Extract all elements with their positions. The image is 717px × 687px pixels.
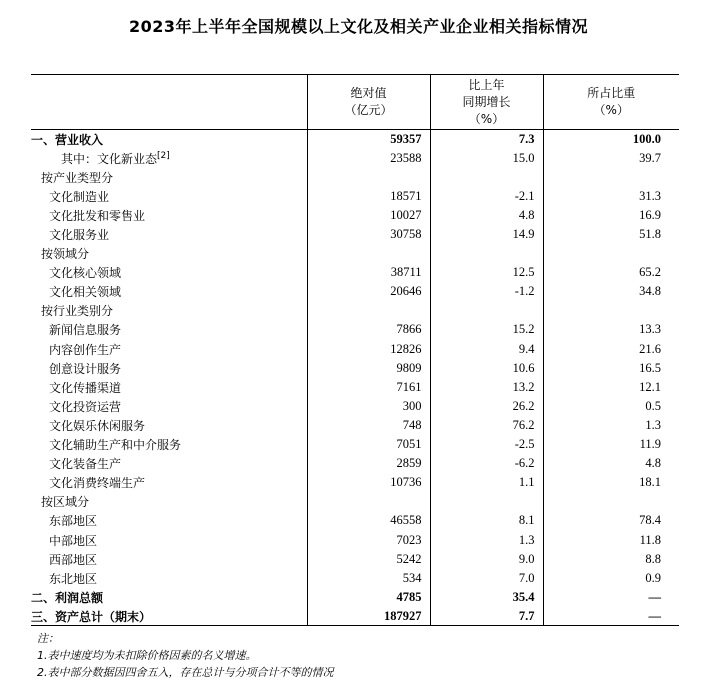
table-row: [31, 320, 679, 339]
table-row: [31, 225, 679, 244]
row-label-text: 文化辅助生产和中介服务: [49, 438, 182, 453]
header-share: [543, 75, 679, 130]
growth-cell: 4.8: [430, 206, 543, 225]
row-label: [31, 244, 307, 263]
row-label: [31, 149, 307, 168]
row-label-text: 文化相关领域: [49, 285, 122, 300]
header-share-line1: 所占比重: [587, 86, 636, 100]
growth-cell: -1.2: [430, 282, 543, 301]
share-cell: 0.5: [543, 397, 679, 416]
row-label-text: 内容创作生产: [49, 342, 122, 357]
row-label: [31, 492, 307, 511]
row-label: [31, 301, 307, 320]
absolute-value-cell: 7023: [307, 530, 430, 549]
row-label: [31, 187, 307, 206]
growth-cell: 13.2: [430, 378, 543, 397]
table-row: [31, 378, 679, 397]
table-row: [31, 416, 679, 435]
share-cell: 1.3: [543, 416, 679, 435]
growth-cell: 14.9: [430, 225, 543, 244]
growth-cell: -2.5: [430, 435, 543, 454]
table-row: [31, 454, 679, 473]
footnote-1: 1.表中速度均为未扣除价格因素的名义增速。: [37, 649, 257, 662]
absolute-value-cell: 187927: [307, 607, 430, 626]
share-cell: 78.4: [543, 511, 679, 530]
share-cell: 11.8: [543, 530, 679, 549]
absolute-value-cell: 59357: [307, 130, 430, 149]
table-row: [31, 187, 679, 206]
growth-cell: 7.3: [430, 130, 543, 149]
share-cell: 16.9: [543, 206, 679, 225]
table-row: [31, 550, 679, 569]
share-cell: 51.8: [543, 225, 679, 244]
row-label-text: 一、营业收入: [31, 132, 104, 147]
row-label: [31, 569, 307, 588]
absolute-value-cell: 10027: [307, 206, 430, 225]
row-label-text: 按行业类别分: [41, 304, 114, 319]
share-cell: 39.7: [543, 149, 679, 168]
table-row: [31, 301, 679, 320]
row-label-text: 文化消费终端生产: [49, 476, 146, 491]
growth-cell: 8.1: [430, 511, 543, 530]
table-row: [31, 359, 679, 378]
row-label-text: 按领域分: [41, 247, 90, 262]
absolute-value-cell: 30758: [307, 225, 430, 244]
header-indicator: [31, 75, 307, 130]
row-label-text: 文化传播渠道: [49, 380, 122, 395]
row-label: [31, 282, 307, 301]
row-label-text: 文化投资运营: [49, 399, 122, 414]
growth-cell: 15.2: [430, 320, 543, 339]
row-label-text: 文化服务业: [49, 228, 110, 243]
row-label: [31, 550, 307, 569]
row-label: [31, 168, 307, 187]
row-label-text: 二、利润总额: [31, 590, 104, 605]
table-row: [31, 397, 679, 416]
header-growth-line2: 同期增长: [462, 94, 511, 109]
absolute-value-cell: 7161: [307, 378, 430, 397]
header-absolute-value: [307, 75, 430, 130]
growth-cell: 10.6: [430, 359, 543, 378]
table-row: [31, 492, 679, 511]
share-cell: [543, 168, 679, 187]
table-row: [31, 282, 679, 301]
table-row: [31, 130, 679, 149]
growth-cell: [430, 492, 543, 511]
growth-cell: 35.4: [430, 588, 543, 607]
row-label-text: 创意设计服务: [49, 361, 122, 376]
growth-cell: 26.2: [430, 397, 543, 416]
row-label-text: 三、资产总计（期末）: [31, 609, 152, 624]
row-label: [31, 130, 307, 149]
footnote-ref: [2]: [157, 150, 170, 161]
share-cell: 11.9: [543, 435, 679, 454]
table-row: [31, 340, 679, 359]
table-header: [31, 75, 679, 130]
header-growth-line1: 比上年: [468, 77, 505, 92]
row-label: [31, 378, 307, 397]
absolute-value-cell: 748: [307, 416, 430, 435]
growth-cell: -2.1: [430, 187, 543, 206]
absolute-value-cell: 534: [307, 569, 430, 588]
header-growth: [430, 75, 543, 130]
growth-cell: 76.2: [430, 416, 543, 435]
row-label-text: 中部地区: [49, 533, 98, 548]
row-label: [31, 607, 307, 626]
absolute-value-cell: 46558: [307, 511, 430, 530]
growth-cell: 9.0: [430, 550, 543, 569]
absolute-value-cell: 12826: [307, 340, 430, 359]
growth-cell: 9.4: [430, 340, 543, 359]
share-cell: —: [543, 607, 679, 626]
share-cell: [543, 244, 679, 263]
row-label: [31, 320, 307, 339]
share-cell: 21.6: [543, 340, 679, 359]
growth-cell: -6.2: [430, 454, 543, 473]
row-label-text: 按区域分: [41, 495, 90, 510]
table-row: [31, 263, 679, 282]
table-body: [31, 130, 679, 626]
absolute-value-cell: 20646: [307, 282, 430, 301]
growth-cell: [430, 244, 543, 263]
growth-cell: 1.1: [430, 473, 543, 492]
row-label-text: 新闻信息服务: [49, 323, 122, 338]
absolute-value-cell: 10736: [307, 473, 430, 492]
row-label-text: 文化娱乐休闲服务: [49, 418, 146, 433]
absolute-value-cell: 5242: [307, 550, 430, 569]
table-row: [31, 569, 679, 588]
share-cell: 8.8: [543, 550, 679, 569]
table-row: [31, 511, 679, 530]
absolute-value-cell: 300: [307, 397, 430, 416]
header-share-line2: （%）: [593, 103, 629, 117]
share-cell: 12.1: [543, 378, 679, 397]
table-title: 2023年上半年全国规模以上文化及相关产业企业相关指标情况: [128, 17, 589, 36]
table-row: [31, 435, 679, 454]
row-label: [31, 473, 307, 492]
table-row: [31, 607, 679, 626]
row-label-text: 按产业类型分: [41, 170, 114, 185]
growth-cell: 15.0: [430, 149, 543, 168]
share-cell: 65.2: [543, 263, 679, 282]
table-row: [31, 530, 679, 549]
row-label: [31, 588, 307, 607]
share-cell: 100.0: [543, 130, 679, 149]
row-label-text: 文化核心领域: [49, 266, 122, 281]
absolute-value-cell: [307, 244, 430, 263]
row-label-text: 文化制造业: [49, 189, 110, 204]
header-absolute-value-line2: （亿元）: [344, 103, 393, 117]
share-cell: 31.3: [543, 187, 679, 206]
row-label-text: 西部地区: [49, 552, 98, 567]
absolute-value-cell: [307, 492, 430, 511]
share-cell: [543, 301, 679, 320]
share-cell: 4.8: [543, 454, 679, 473]
share-cell: 34.8: [543, 282, 679, 301]
row-label-text: 文化批发和零售业: [49, 208, 146, 223]
absolute-value-cell: 2859: [307, 454, 430, 473]
share-cell: [543, 492, 679, 511]
share-cell: 0.9: [543, 569, 679, 588]
header-growth-line3: （%）: [468, 111, 505, 126]
footnote-2: 2.表中部分数据因四舍五入，存在总计与分项合计不等的情况: [37, 666, 334, 679]
growth-cell: 7.0: [430, 569, 543, 588]
growth-cell: 7.7: [430, 607, 543, 626]
share-cell: 16.5: [543, 359, 679, 378]
absolute-value-cell: 9809: [307, 359, 430, 378]
growth-cell: [430, 301, 543, 320]
row-label: [31, 416, 307, 435]
footnote-heading: 注：: [37, 632, 59, 645]
footnotes: [37, 630, 334, 681]
row-label: [31, 511, 307, 530]
row-label: [31, 340, 307, 359]
absolute-value-cell: 4785: [307, 588, 430, 607]
table-row: [31, 149, 679, 168]
row-label-text: 东部地区: [49, 514, 98, 529]
row-label: [31, 454, 307, 473]
growth-cell: 12.5: [430, 263, 543, 282]
share-cell: —: [543, 588, 679, 607]
absolute-value-cell: 23588: [307, 149, 430, 168]
growth-cell: [430, 168, 543, 187]
table-row: [31, 588, 679, 607]
row-label-text: 东北地区: [49, 571, 98, 586]
row-label: [31, 225, 307, 244]
header-absolute-value-line1: 绝对值: [350, 86, 387, 100]
indicator-table: [31, 74, 679, 626]
absolute-value-cell: [307, 168, 430, 187]
row-label: [31, 530, 307, 549]
table-row: [31, 244, 679, 263]
row-label: [31, 397, 307, 416]
share-cell: 18.1: [543, 473, 679, 492]
row-label-text: 其中：文化新业态: [61, 151, 158, 166]
row-label: [31, 359, 307, 378]
absolute-value-cell: [307, 301, 430, 320]
absolute-value-cell: 18571: [307, 187, 430, 206]
absolute-value-cell: 7051: [307, 435, 430, 454]
table-row: [31, 473, 679, 492]
table-row: [31, 168, 679, 187]
row-label-text: 文化装备生产: [49, 457, 122, 472]
row-label: [31, 435, 307, 454]
absolute-value-cell: 38711: [307, 263, 430, 282]
share-cell: 13.3: [543, 320, 679, 339]
absolute-value-cell: 7866: [307, 320, 430, 339]
growth-cell: 1.3: [430, 530, 543, 549]
table-row: [31, 206, 679, 225]
row-label: [31, 263, 307, 282]
row-label: [31, 206, 307, 225]
